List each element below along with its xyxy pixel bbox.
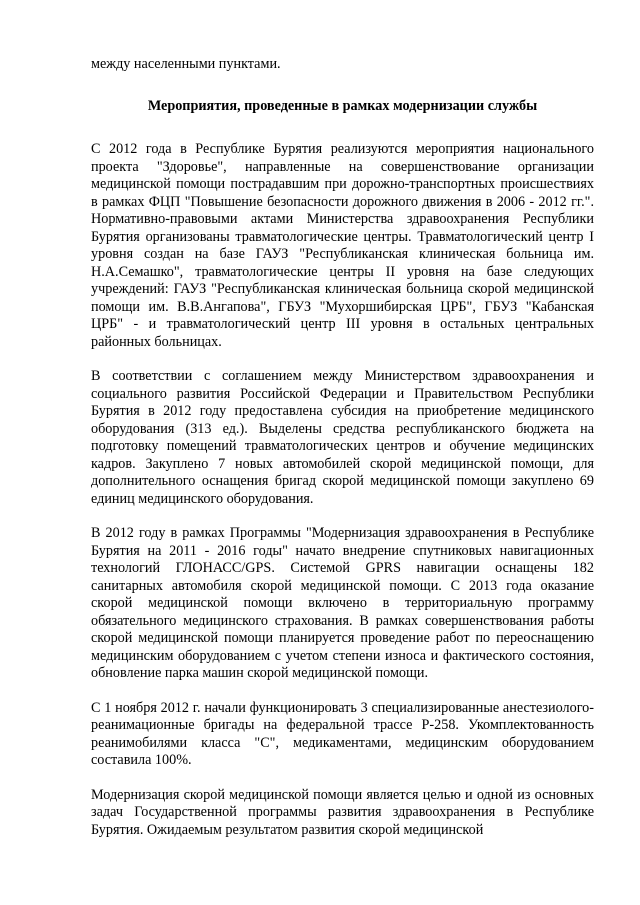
section-heading: Мероприятия, проведенные в рамках модернизации службы — [147, 97, 538, 114]
document-page — [91, 56, 594, 839]
paragraph-modernization-goal: Модернизация скорой медицинской помощи является целью и одной из основных задач Государственной программы развития здравоохранения в Республике Бурятия. Ожидаемым результатом развития скорой медицинской — [91, 786, 594, 838]
paragraph-glonass: В 2012 году в рамках Программы "Модернизация здравоохранения в Республике Бурятия на 2011 - 2016 годы" начато внедрение спутниковых навигационных технологий ГЛОНАСС/GPS. Системой GPRS навигации оснащены 182 санитарных автомобиля скорой медицинской помощи. С 2013 года оказание скорой медицинской помощи включено в территориальную программу обязательного медицинского страхования. В рамках совершенствования работы скорой медицинской помощи планируется проведение работ по переоснащению медицинским оборудованием с учетом степени износа и фактического состояния, обновление парка машин скорой медицинской помощи. — [91, 525, 594, 681]
paragraph-subsidy: В соответствии с соглашением между Министерством здравоохранения и социального развития Российской Федерации и Правительством Республики Бурятия в 2012 году предоставлена субсидия на приобретение медицинского оборудования (313 ед.). Выделены средства республиканского бюджета на подготовку помещений травматологических центров и обучение медицинских кадров. Закуплено 7 новых автомобилей скорой медицинской помощи, для дополнительного оснащения бригад скорой медицинской помощи закуплено 69 единиц медицинского оборудования. — [91, 368, 594, 507]
paragraph-trauma-centers: С 2012 года в Республике Бурятия реализуются мероприятия национального проекта "Здоровье", направленные на совершенствование организации медицинской помощи пострадавшим при дорожно-транспортных происшествиях в рамках ФЦП "Повышение безопасности дорожного движения в 2006 - 2012 гг.". Нормативно-правовыми актами Министерства здравоохранения Республики Бурятия организованы травматологические центры. Травматологический центр I уровня создан на базе ГАУЗ "Республиканская клиническая больница им. Н.А.Семашко", травматологические центры II уровня на базе следующих учреждений: ГАУЗ "Республиканская клиническая больница скорой медицинской помощи им. В.В.Ангапова", ГБУЗ "Мухоршибирская ЦРБ", ГБУЗ "Кабанская ЦРБ" - и травматологический центр III уровня в остальных центральных районных больницах. — [91, 141, 594, 350]
paragraph-reanimation-teams: С 1 ноября 2012 г. начали функционировать 3 специализированные анестезиолого-реанимационные бригады на федеральной трассе Р-258. Укомплектованность реанимобилями класса "С", медикаментами, медицинским оборудованием составила 100%. — [91, 699, 594, 768]
continuation-text: между населенными пунктами. — [91, 56, 281, 72]
